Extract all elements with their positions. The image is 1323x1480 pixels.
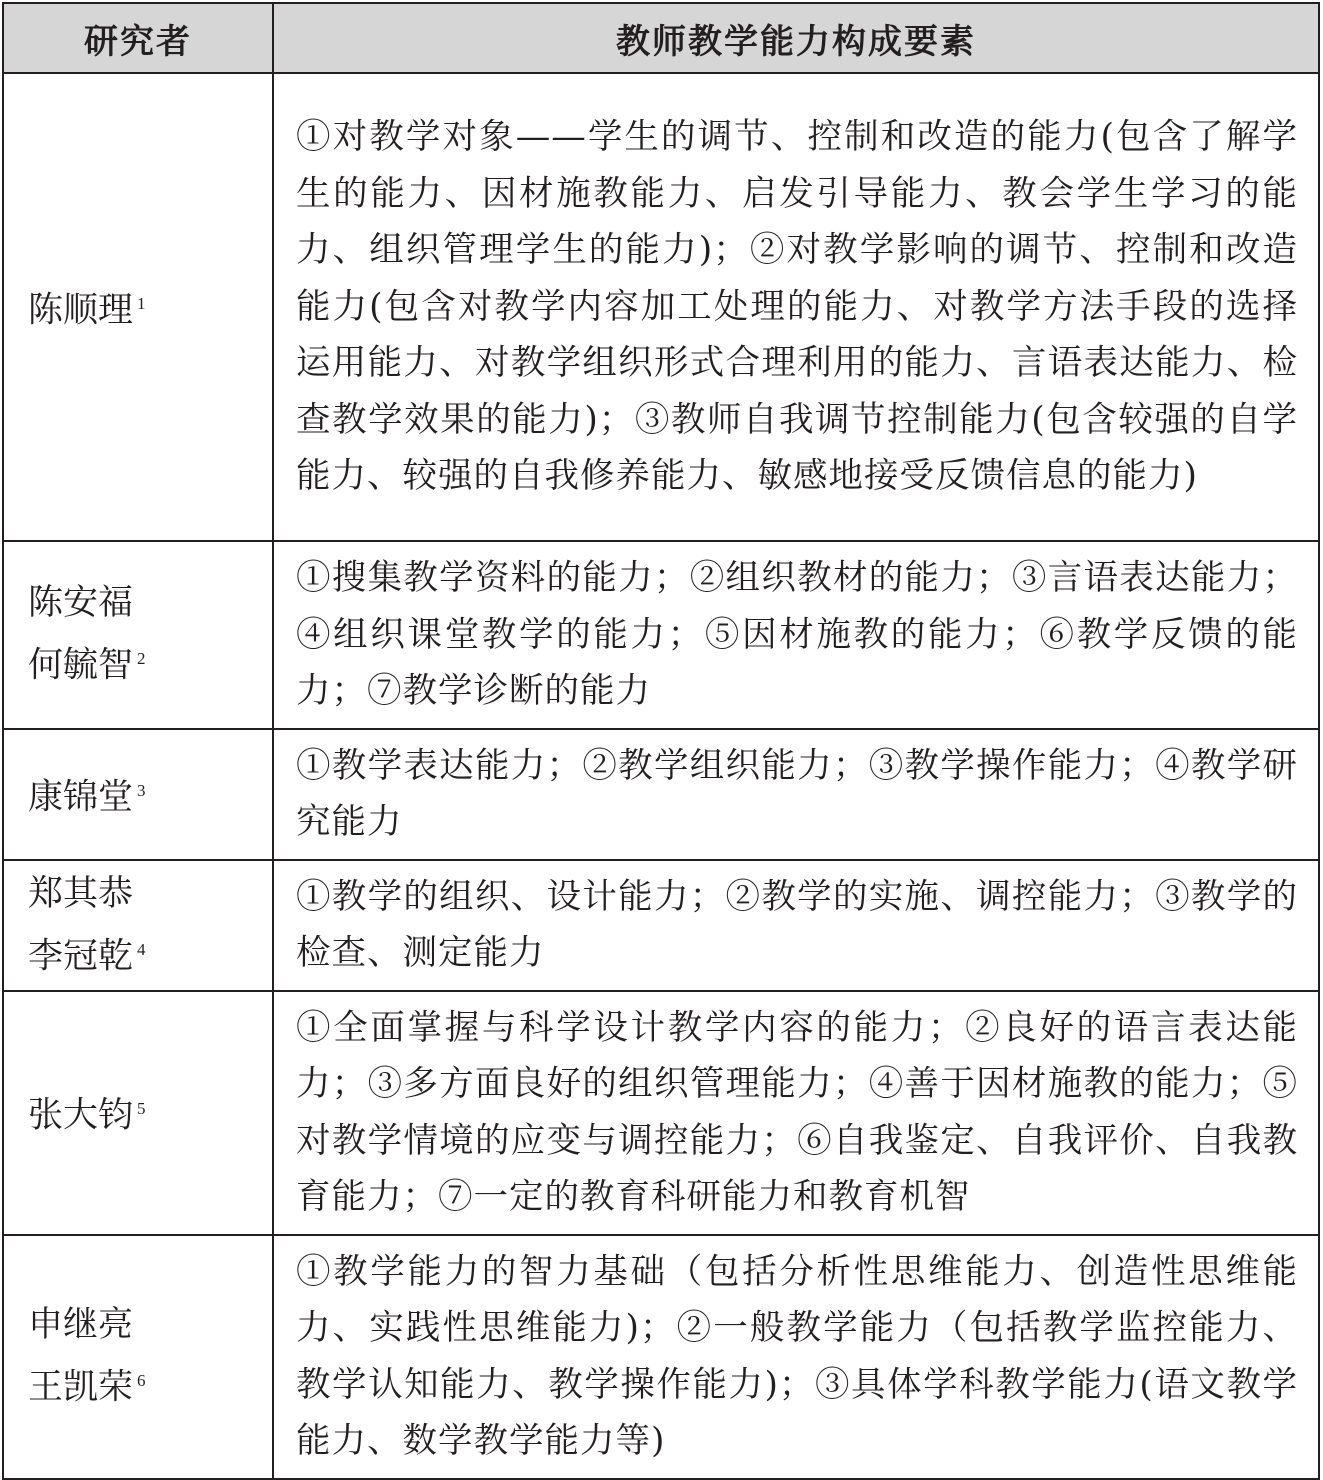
footnote-marker: 2	[137, 649, 146, 669]
researcher-name: 陈顺理	[28, 290, 134, 331]
researcher-name: 张大钧	[28, 1095, 134, 1136]
footnote-marker: 4	[137, 939, 146, 959]
elements-cell: ①教学能力的智力基础（包括分析性思维能力、创造性思维能力、实践性思维能力)；②一般教学能力（包括教学监控能力、教学认知能力、教学操作能力)；③具体学科教学能力(语文教学能力、数学教学能力等)	[273, 1235, 1319, 1479]
researcher-name: 康锦堂	[28, 777, 134, 818]
footnote-marker: 3	[137, 780, 146, 800]
table-row	[3, 860, 1319, 991]
researcher-cell	[3, 73, 273, 541]
table-header	[3, 3, 1319, 73]
elements-cell: ①对教学对象——学生的调节、控制和改造的能力(包含了解学生的能力、因材施教能力、启发引导能力、教会学生学习的能力、组织管理学生的能力)；②对教学影响的调节、控制和改造能力(包含对教学内容加工处理的能力、对教学方法手段的选择运用能力、对教学组织形式合理利用的能力、言语表达能力、检查教学效果的能力)；③教师自我调节控制能力(包含较强的自学能力、较强的自我修养能力、敏感地接受反馈信息的能力)	[273, 73, 1319, 541]
researcher-name: 申继亮 王凯荣	[28, 1305, 134, 1408]
elements-cell: ①教学表达能力；②教学组织能力；③教学操作能力；④教学研究能力	[273, 729, 1319, 860]
table-body	[3, 73, 1319, 1479]
researcher-cell	[3, 860, 273, 991]
elements-cell: ①全面掌握与科学设计教学内容的能力；②良好的语言表达能力；③多方面良好的组织管理能力；④善于因材施教的能力；⑤对教学情境的应变与调控能力；⑥自我鉴定、自我评价、自我教育能力；⑦一定的教育科研能力和教育机智	[273, 991, 1319, 1235]
researcher-name: 陈安福 何毓智	[28, 583, 134, 687]
table-row	[3, 541, 1319, 729]
table-row	[3, 729, 1319, 860]
table-row	[3, 73, 1319, 541]
researcher-abilities-table	[2, 2, 1320, 1480]
researcher-name: 郑其恭 李冠乾	[28, 873, 134, 977]
elements-cell: ①搜集教学资料的能力；②组织教材的能力；③言语表达能力；④组织课堂教学的能力；⑤因材施教的能力；⑥教学反馈的能力；⑦教学诊断的能力	[273, 541, 1319, 729]
elements-cell: ①教学的组织、设计能力；②教学的实施、调控能力；③教学的检查、测定能力	[273, 860, 1319, 991]
researcher-cell	[3, 991, 273, 1235]
header-elements: 教师教学能力构成要素	[273, 3, 1319, 73]
researcher-cell	[3, 541, 273, 729]
footnote-marker: 5	[137, 1099, 146, 1119]
researcher-cell	[3, 729, 273, 860]
researcher-cell	[3, 1235, 273, 1479]
footnote-marker: 6	[137, 1371, 146, 1391]
table-row	[3, 991, 1319, 1235]
header-researcher: 研究者	[3, 3, 273, 73]
header-row	[3, 3, 1319, 73]
table-row	[3, 1235, 1319, 1479]
footnote-marker: 1	[137, 293, 146, 313]
